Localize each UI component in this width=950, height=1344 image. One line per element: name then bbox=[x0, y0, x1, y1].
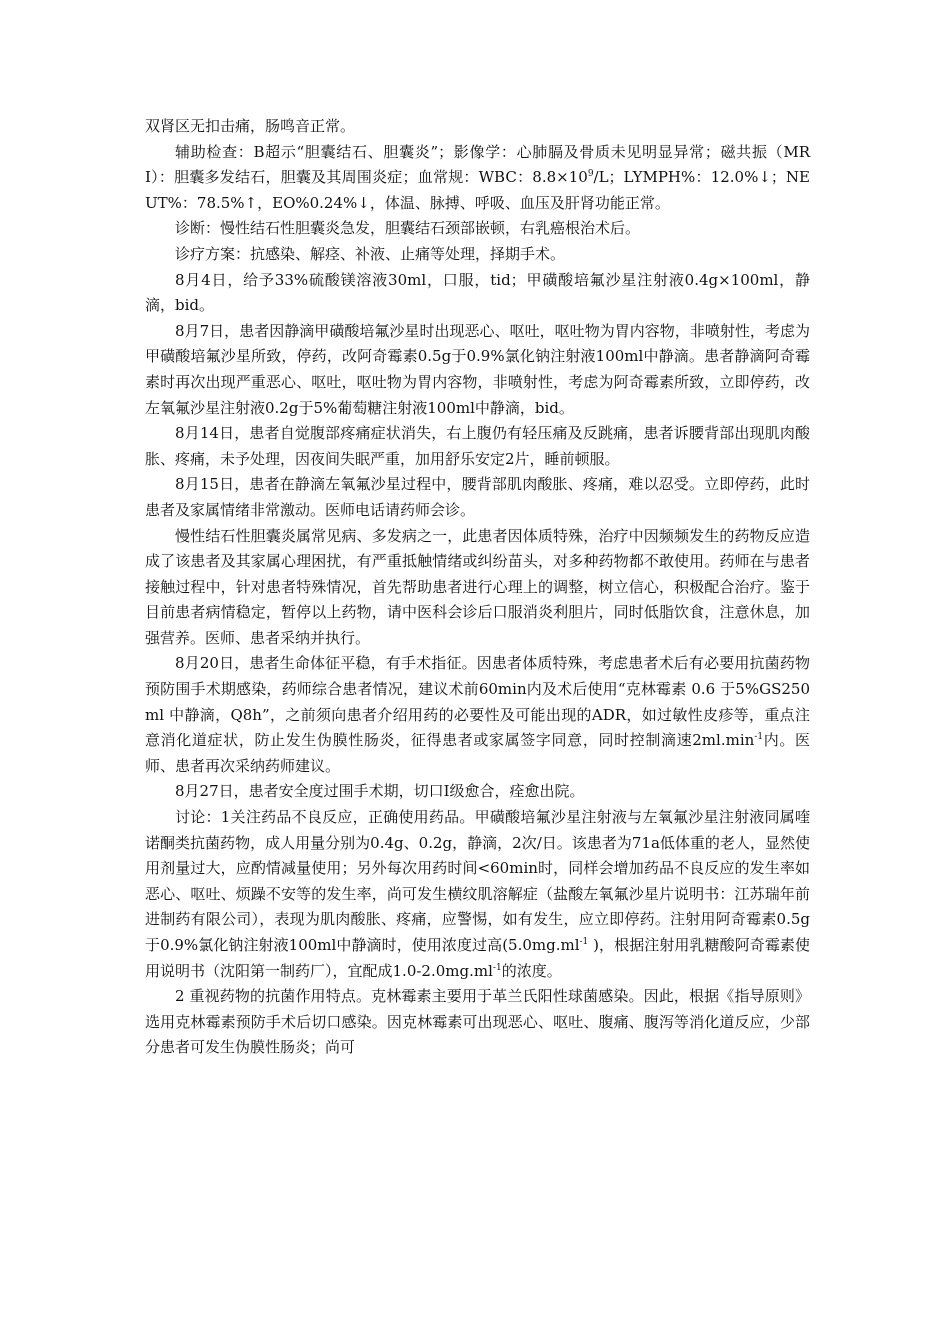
superscript: -1 bbox=[492, 962, 502, 973]
paragraph-aug-14: 8月14日，患者自觉腹部疼痛症状消失，右上腹仍有轻压痛及反跳痛，患者诉腰背部出现肌肉酸胀、疼痛，未予处理，因夜间失眠严重，加用舒乐安定2片，睡前顿服。 bbox=[145, 424, 810, 468]
text-segment: /L；LYMPH%：12.0%↓；NEUT%：78.5%↑，EO%0.24%↓，体温、脉搏、呼吸、血压及肝肾功能正常。 bbox=[145, 168, 810, 212]
document-body bbox=[145, 114, 810, 1061]
paragraph-exam-continued: 双肾区无扣击痛，肠鸣音正常。 bbox=[145, 117, 356, 135]
paragraph-diagnosis: 诊断：慢性结石性胆囊炎急发，胆囊结石颈部嵌顿，右乳癌根治术后。 bbox=[175, 219, 641, 238]
paragraph-discussion-2: 2 重视药物的抗菌作用特点。克林霉素主要用于革兰氏阳性球菌感染。因此，根据《指导原则》选用克林霉素预防手术后切口感染。因克林霉素可出现恶心、呕吐、腹痛、腹泻等消化道反应，少部分患者可发生伪膜性肠炎；尚可 bbox=[145, 987, 810, 1057]
paragraph-aug-7: 8月7日，患者因静滴甲磺酸培氟沙星时出现恶心、呕吐，呕吐物为胃内容物，非喷射性，考虑为甲磺酸培氟沙星所致，停药，改阿奇霉素0.5g于0.9%氯化钠注射液100ml中静滴。患者静滴阿奇霉素时再次出现严重恶心、呕吐，呕吐物为胃内容物，非喷射性，考虑为阿奇霉素所致，立即停药，改左氧氟沙星注射液0.2g于5%葡萄糖注射液100ml中静滴，bid。 bbox=[145, 321, 810, 417]
paragraph-aug-27: 8月27日，患者安全度过围手术期，切口Ⅰ级愈合，痊愈出院。 bbox=[175, 782, 585, 801]
paragraph-aug-15: 8月15日，患者在静滴左氧氟沙星过程中，腰背部肌肉酸胀、疼痛，难以忍受。立即停药，此时患者及家属情绪非常激动。医师电话请药师会诊。 bbox=[145, 475, 810, 519]
text-segment: 内。医师、患者再次采纳药师建议。 bbox=[145, 731, 810, 775]
paragraph-discussion-1 bbox=[145, 805, 810, 984]
text-segment: 8月20日，患者生命体征平稳，有手术指征。因患者体质特殊，考虑患者术后有必要用抗菌药物预防围手术期感染，药师综合患者情况，建议术前60min内及术后使用“克林霉素 0.6 于5%GS250ml 中静滴，Q8h”，之前须向患者介绍用药的必要性及可能出现的ADR，如过敏性皮疹等，重点注意消化道症状，防止发生伪膜性肠炎，征得患者或家属签字同意，同时控制滴速2ml.min bbox=[145, 654, 810, 750]
superscript: -1 bbox=[754, 732, 764, 743]
text-segment: )，根据注射用乳糖酸阿奇霉素使用说明书（沈阳第一制药厂），宜配成1.0-2.0mg.ml bbox=[145, 936, 810, 980]
paragraph-auxiliary-exam bbox=[145, 140, 810, 217]
paragraph-aug-4: 8月4日，给予33%硫酸镁溶液30ml，口服，tid；甲磺酸培氟沙星注射液0.4g×100ml，静滴，bid。 bbox=[145, 270, 810, 315]
text-segment: 讨论：1关注药品不良反应，正确使用药品。甲磺酸培氟沙星注射液与左氧氟沙星注射液同属喹诺酮类抗菌药物，成人用量分别为0.4g、0.2g，静滴，2次/日。该患者为71a低体重的老人，显然使用剂量过大，应酌情减量使用；另外每次用药时间<60min时，同样会增加药品不良反应的发生率如恶心、呕吐、烦躁不安等的发生率，尚可发生横纹肌溶解症（盐酸左氧氟沙星片说明书：江苏瑞年前进制药有限公司），表现为肌肉酸胀、疼痛，应警惕，如有发生，应立即停药。注射用阿奇霉素0.5g于0.9%氯化钠注射液100ml中静滴时，使用浓度过高(5.0mg.ml bbox=[145, 808, 810, 954]
paragraph-aug-20 bbox=[145, 651, 810, 779]
superscript: 9 bbox=[587, 169, 594, 180]
text-segment: 的浓度。 bbox=[501, 961, 562, 980]
paragraph-treatment-plan: 诊疗方案：抗感染、解痉、补液、止痛等处理，择期手术。 bbox=[175, 244, 566, 263]
superscript: -1 bbox=[579, 937, 589, 947]
paragraph-pharmacist-intervention: 慢性结石性胆囊炎属常见病、多发病之一，此患者因体质特殊，治疗中因频频发生的药物反应造成了该患者及其家属心理困扰，有严重抵触情绪或纠纷苗头，对多种药物都不敢使用。药师在与患者接触过程中，针对患者特殊情况，首先帮助患者进行心理上的调整，树立信心，积极配合治疗。鉴于目前患者病情稳定，暂停以上药物，请中医科会诊后口服消炎利胆片，同时低脂饮食，注意休息，加强营养。医师、患者采纳并执行。 bbox=[145, 526, 810, 647]
text-segment: 辅助检查：B超示“胆囊结石、胆囊炎”；影像学：心肺膈及骨质未见明显异常；磁共振（MRI）：胆囊多发结石，胆囊及其周围炎症；血常规：WBC：8.8×10 bbox=[145, 142, 810, 187]
